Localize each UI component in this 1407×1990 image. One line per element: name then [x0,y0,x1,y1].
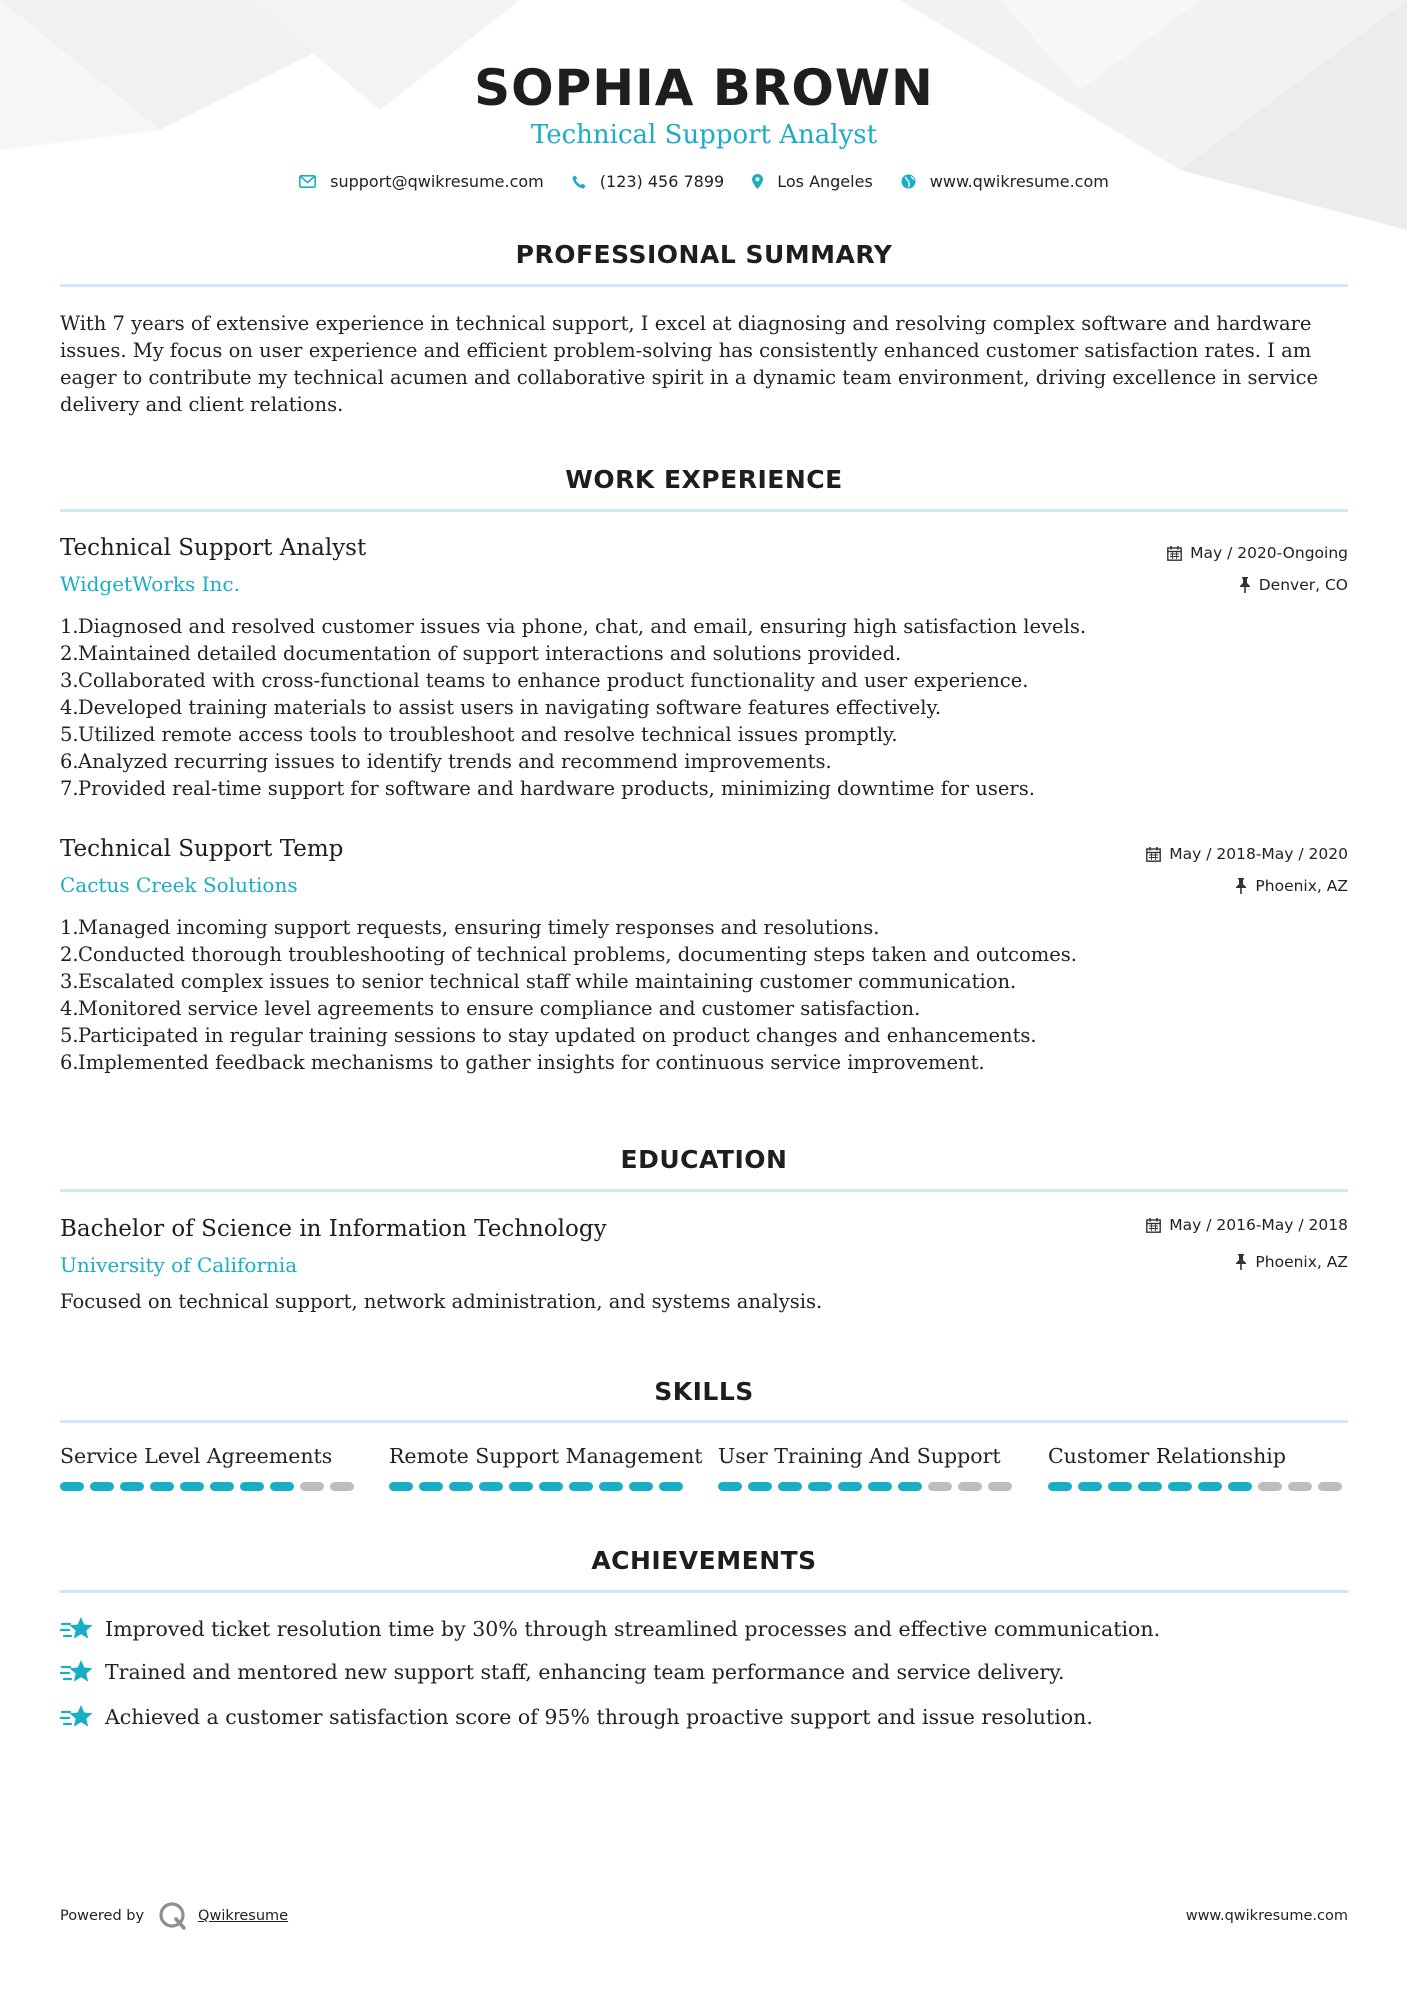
list-item: 1. Diagnosed and resolved customer issues via phone, chat, and email, ensuring high satisfaction levels. [60,615,1087,638]
skill-level-segment [150,1482,174,1491]
skill-level-segment [180,1482,204,1491]
globe-icon [901,174,916,189]
skill-level-segment [569,1482,593,1491]
job-title: Technical Support Analyst [60,535,367,561]
skill-level-segment [599,1482,623,1491]
phone-text: (123) 456 7899 [599,172,725,191]
skill-level-segment [898,1482,922,1491]
list-item: 4. Developed training materials to assist users in navigating software features effectively. [60,696,942,719]
skill-level-bar [1048,1482,1348,1491]
skills-divider [60,1420,1348,1423]
website-text: www.qwikresume.com [929,172,1109,191]
powered-by-label: Powered by [60,1908,145,1924]
contact-website[interactable] [901,172,1109,191]
achievement-text: Improved ticket resolution time by 30% through streamlined processes and effective communication. [105,1617,1161,1641]
summary-text: With 7 years of extensive experience in technical support, I excel at diagnosing and resolving complex software and hardware issues. My focus on user experience and efficient problem-solving has consistently enhanced customer satisfaction rates. I am eager to contribute my technical acumen and collaborative spirit in a dynamic team environment, driving excellence in service delivery and client relations. [60,312,1319,416]
skill-level-segment [1138,1482,1162,1491]
list-item: 1. Managed incoming support requests, ensuring timely responses and resolutions. [60,916,880,939]
skill-item [60,1442,360,1491]
company-name: WidgetWorks Inc. [60,572,240,596]
degree-title: Bachelor of Science in Information Technology [60,1216,607,1242]
achievements-heading: ACHIEVEMENTS [591,1546,817,1575]
list-item: 7. Provided real-time support for software and hardware products, minimizing downtime for users. [60,777,1035,800]
calendar-icon [1146,847,1161,862]
skill-level-segment [1288,1482,1312,1491]
skill-level-segment [718,1482,742,1491]
pushpin-icon [1235,878,1247,894]
achievement-text: Trained and mentored new support staff, enhancing team performance and service delivery. [105,1660,1065,1684]
skill-level-segment [958,1482,982,1491]
skill-item [389,1442,703,1491]
contact-phone[interactable] [572,172,724,191]
education-heading: EDUCATION [620,1145,788,1174]
skills-heading: SKILLS [654,1377,754,1406]
experience-heading: WORK EXPERIENCE [565,465,843,494]
list-item: 2. Conducted thorough troubleshooting of technical problems, documenting steps taken and outcomes. [60,943,1077,966]
company-name: Cactus Creek Solutions [60,873,298,897]
skill-level-segment [479,1482,503,1491]
list-item: 2. Maintained detailed documentation of support interactions and solutions provided. [60,642,902,665]
skill-level-segment [1078,1482,1102,1491]
skill-level-segment [300,1482,324,1491]
achievement-item [60,1658,1065,1686]
list-item: 3. Collaborated with cross-functional teams to enhance product functionality and user experience. [60,669,1029,692]
calendar-icon [1167,546,1182,561]
skill-level-bar [718,1482,1018,1491]
skill-level-segment [629,1482,653,1491]
skill-level-segment [838,1482,862,1491]
education-description: Focused on technical support, network administration, and systems analysis. [60,1290,823,1313]
skill-level-segment [778,1482,802,1491]
job-dates-text: May / 2020-Ongoing [1190,544,1348,562]
skill-level-segment [1228,1482,1252,1491]
skill-item [1048,1442,1348,1491]
skill-level-segment [210,1482,234,1491]
skill-level-segment [419,1482,443,1491]
job-duties-list [60,914,1348,1076]
brand-link[interactable]: Qwikresume [198,1908,289,1924]
skill-level-segment [1198,1482,1222,1491]
powered-by [60,1898,288,1934]
skill-level-segment [659,1482,683,1491]
skill-level-segment [449,1482,473,1491]
skill-level-segment [1108,1482,1132,1491]
skill-level-segment [808,1482,832,1491]
pushpin-icon [1235,1254,1247,1270]
list-item: 3. Escalated complex issues to senior technical staff while maintaining customer communication. [60,970,1017,993]
envelope-icon [299,175,316,188]
candidate-role: Technical Support Analyst [530,120,878,150]
skill-level-segment [389,1482,413,1491]
skill-level-segment [1048,1482,1072,1491]
email-text: support@qwikresume.com [330,172,544,191]
achievement-item [60,1615,1160,1643]
job-dates-text: May / 2018-May / 2020 [1169,845,1348,863]
skill-level-segment [1258,1482,1282,1491]
footer-website-link[interactable]: www.qwikresume.com [1185,1908,1348,1924]
skill-item [718,1442,1018,1491]
shooting-star-icon [60,1703,93,1731]
skill-name: User Training And Support [718,1444,1001,1468]
achievement-item [60,1703,1093,1731]
skill-level-segment [928,1482,952,1491]
location-text: Los Angeles [777,172,873,191]
qwikresume-logo-icon [158,1901,188,1931]
education-dates-text: May / 2016-May / 2018 [1169,1216,1348,1234]
skill-level-segment [1318,1482,1342,1491]
achievement-text: Achieved a customer satisfaction score of 95% through proactive support and issue resolution. [105,1705,1093,1729]
skill-level-segment [868,1482,892,1491]
list-item: 4. Monitored service level agreements to ensure compliance and customer satisfaction. [60,997,921,1020]
page-footer [60,1898,1348,1934]
contact-bar [60,172,1348,191]
shooting-star-icon [60,1658,93,1686]
job-location [1239,575,1348,595]
achievements-divider [60,1590,1348,1593]
experience-divider [60,509,1348,512]
skill-level-segment [748,1482,772,1491]
summary-heading: PROFESSIONAL SUMMARY [515,240,893,269]
list-item: 5. Participated in regular training sessions to stay updated on product changes and enhancements. [60,1024,1037,1047]
candidate-name: SOPHIA BROWN [474,59,934,117]
shooting-star-icon [60,1615,93,1643]
education-location-text: Phoenix, AZ [1255,1253,1348,1271]
job-dates [1146,844,1348,864]
job-location-text: Phoenix, AZ [1255,877,1348,895]
skill-level-segment [120,1482,144,1491]
list-item: 5. Utilized remote access tools to troubleshoot and resolve technical issues promptly. [60,723,898,746]
calendar-icon [1146,1218,1161,1233]
skill-level-segment [539,1482,563,1491]
skill-level-bar [389,1482,689,1491]
skill-name: Service Level Agreements [60,1444,333,1468]
job-title: Technical Support Temp [60,836,344,862]
summary-divider [60,284,1348,287]
skill-level-segment [509,1482,533,1491]
job-location [1235,876,1348,896]
list-item: 6. Implemented feedback mechanisms to gather insights for continuous service improvement. [60,1051,985,1074]
contact-location [752,172,873,191]
education-location [1235,1252,1348,1272]
contact-email[interactable] [299,172,544,191]
skill-level-segment [60,1482,84,1491]
education-dates [1146,1215,1348,1235]
map-pin-icon [752,174,763,189]
skill-level-bar [60,1482,360,1491]
phone-icon [572,175,586,189]
skill-name: Customer Relationship [1048,1444,1286,1468]
skill-level-segment [988,1482,1012,1491]
school-name: University of California [60,1253,298,1277]
skill-level-segment [90,1482,114,1491]
job-duties-list [60,613,1348,802]
skill-level-segment [270,1482,294,1491]
skill-level-segment [330,1482,354,1491]
pushpin-icon [1239,577,1251,593]
job-dates [1167,543,1348,563]
job-location-text: Denver, CO [1258,576,1348,594]
skill-level-segment [240,1482,264,1491]
list-item: 6. Analyzed recurring issues to identify trends and recommend improvements. [60,750,832,773]
skill-level-segment [1168,1482,1192,1491]
skill-name: Remote Support Management [389,1444,703,1468]
education-divider [60,1189,1348,1192]
